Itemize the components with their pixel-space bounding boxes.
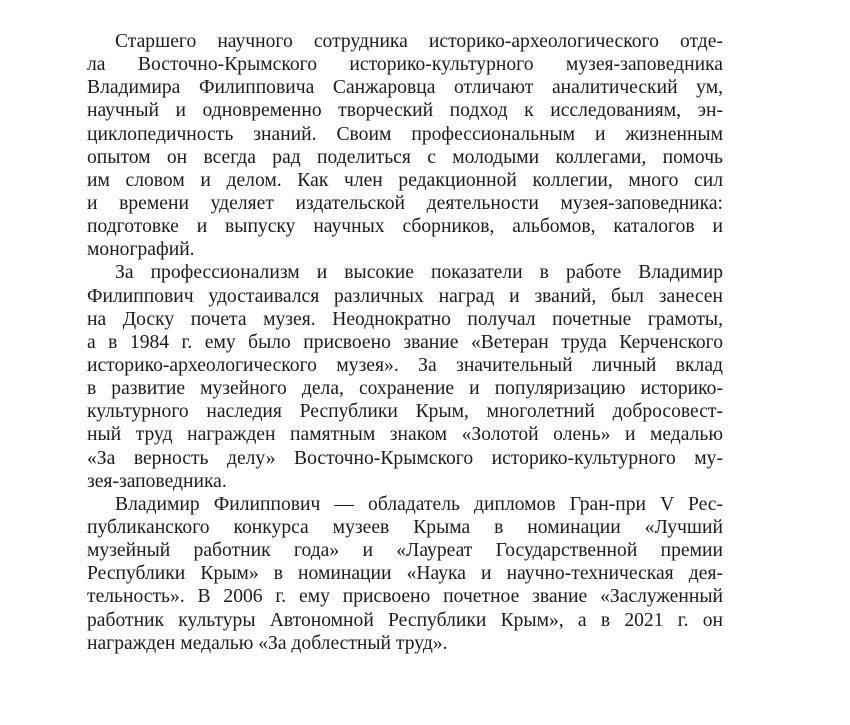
text-line: опытом он всегда рад поделиться с молодыми коллегами, помочь: [87, 146, 723, 168]
text-line: подготовке и выпуску научных сборников, альбомов, каталогов и: [87, 216, 723, 238]
text-line: а в 1984 г. ему было присвоено звание «Ветеран труда Керченского: [87, 331, 723, 353]
text-line: ла Восточно-Крымского историко-культурного музея-заповедника: [87, 54, 723, 76]
text-line: Филиппович удостаивался различных наград и званий, был занесен: [87, 285, 723, 307]
paragraph-2: [87, 261, 723, 492]
text-line: монографий.: [87, 239, 195, 261]
text-line: на Доску почета музея. Неоднократно получал почетные грамоты,: [87, 308, 723, 330]
document-page: [87, 30, 723, 655]
text-line: культурного наследия Республики Крым, многолетний добросовест-: [87, 401, 723, 423]
paragraph-3: [87, 493, 723, 655]
text-line: ный труд награжден памятным знаком «Золотой олень» и медалью: [87, 424, 723, 446]
text-line: зея-заповедника.: [87, 470, 227, 492]
text-line: Владимир Филиппович — обладатель дипломов Гран-при V Рес-: [115, 493, 723, 515]
text-line: в развитие музейного дела, сохранение и популяризацию историко-: [87, 378, 723, 400]
text-line: тельность». В 2006 г. ему присвоено почетное звание «Заслуженный: [87, 586, 723, 608]
text-line: Республики Крым» в номинации «Наука и научно-техническая дея-: [87, 563, 723, 585]
text-line: Старшего научного сотрудника историко-археологического отде-: [115, 31, 723, 52]
text-line: им словом и делом. Как член редакционной коллегии, много сил: [87, 169, 723, 191]
text-line: Владимира Филипповича Санжаровца отличают аналитический ум,: [87, 77, 723, 99]
text-line: «За верность делу» Восточно-Крымского историко-культурного му-: [87, 447, 723, 469]
text-line: награжден медалью «За доблестный труд».: [87, 632, 448, 654]
text-line: историко-археологического музея». За значительный личный вклад: [87, 354, 723, 376]
text-line: музейный работник года» и «Лауреат Государственной премии: [87, 540, 723, 562]
text-line: научный и одновременно творческий подход к исследованиям, эн-: [87, 100, 723, 122]
text-line: За профессионализм и высокие показатели в работе Владимир: [115, 262, 723, 284]
text-line: публиканского конкурса музеев Крыма в номинации «Лучший: [87, 516, 723, 538]
text-line: циклопедичность знаний. Своим профессиональным и жизненным: [87, 123, 723, 145]
paragraph-1: [87, 30, 723, 261]
text-line: работник культуры Автономной Республики Крым», а в 2021 г. он: [87, 609, 723, 631]
text-line: и времени уделяет издательской деятельности музея-заповедника:: [87, 192, 723, 214]
